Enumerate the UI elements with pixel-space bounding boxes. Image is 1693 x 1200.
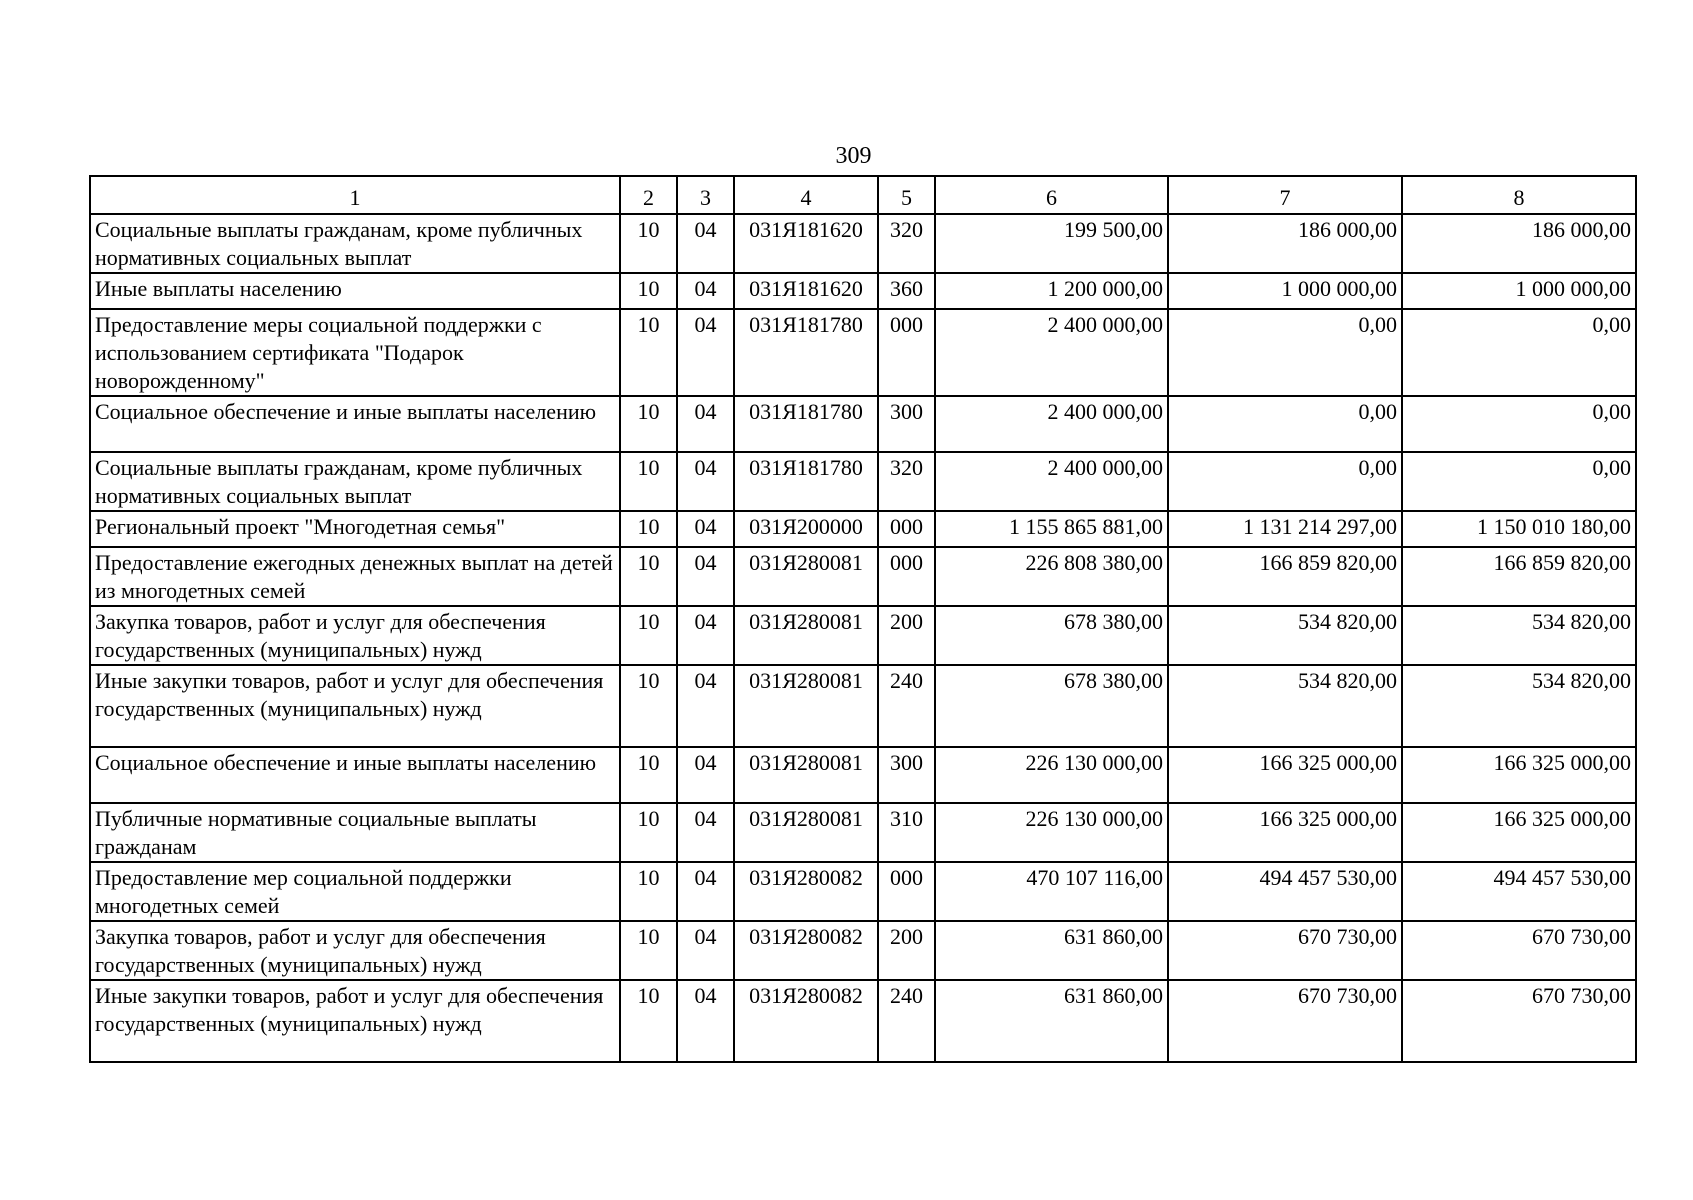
col-header-7: 7 xyxy=(1168,176,1402,214)
row-subsection: 04 xyxy=(677,862,734,921)
col-header-3: 3 xyxy=(677,176,734,214)
row-amount-1: 1 200 000,00 xyxy=(935,273,1168,309)
row-section: 10 xyxy=(620,309,677,396)
row-amount-1: 1 155 865 881,00 xyxy=(935,511,1168,547)
row-amount-3: 0,00 xyxy=(1402,396,1636,452)
row-section: 10 xyxy=(620,547,677,606)
table-row xyxy=(90,862,1636,921)
row-expense-type: 300 xyxy=(878,747,935,803)
row-name: Социальные выплаты гражданам, кроме публичных нормативных социальных выплат xyxy=(90,214,620,273)
row-amount-1: 2 400 000,00 xyxy=(935,309,1168,396)
row-target-code: 031Я181620 xyxy=(734,273,878,309)
table-row xyxy=(90,309,1636,396)
row-subsection: 04 xyxy=(677,396,734,452)
row-amount-3: 0,00 xyxy=(1402,452,1636,511)
row-amount-2: 670 730,00 xyxy=(1168,980,1402,1062)
row-expense-type: 300 xyxy=(878,396,935,452)
row-name: Социальное обеспечение и иные выплаты населению xyxy=(90,396,620,452)
row-amount-2: 166 325 000,00 xyxy=(1168,803,1402,862)
row-target-code: 031Я280082 xyxy=(734,980,878,1062)
row-amount-3: 670 730,00 xyxy=(1402,921,1636,980)
row-target-code: 031Я200000 xyxy=(734,511,878,547)
row-subsection: 04 xyxy=(677,921,734,980)
row-amount-1: 199 500,00 xyxy=(935,214,1168,273)
col-header-6: 6 xyxy=(935,176,1168,214)
table-row xyxy=(90,606,1636,665)
col-header-2: 2 xyxy=(620,176,677,214)
row-amount-3: 1 150 010 180,00 xyxy=(1402,511,1636,547)
row-target-code: 031Я280081 xyxy=(734,665,878,747)
col-header-1: 1 xyxy=(90,176,620,214)
row-amount-1: 631 860,00 xyxy=(935,980,1168,1062)
row-expense-type: 200 xyxy=(878,606,935,665)
row-amount-2: 0,00 xyxy=(1168,396,1402,452)
row-target-code: 031Я181780 xyxy=(734,396,878,452)
row-amount-2: 166 859 820,00 xyxy=(1168,547,1402,606)
row-name: Публичные нормативные социальные выплаты гражданам xyxy=(90,803,620,862)
row-target-code: 031Я280082 xyxy=(734,921,878,980)
row-amount-3: 1 000 000,00 xyxy=(1402,273,1636,309)
budget-table xyxy=(89,175,1637,1063)
table-row xyxy=(90,803,1636,862)
row-name: Закупка товаров, работ и услуг для обеспечения государственных (муниципальных) нужд xyxy=(90,921,620,980)
row-section: 10 xyxy=(620,606,677,665)
row-name: Иные выплаты населению xyxy=(90,273,620,309)
row-amount-1: 470 107 116,00 xyxy=(935,862,1168,921)
row-amount-2: 0,00 xyxy=(1168,452,1402,511)
table-row xyxy=(90,396,1636,452)
row-section: 10 xyxy=(620,980,677,1062)
row-subsection: 04 xyxy=(677,452,734,511)
row-subsection: 04 xyxy=(677,511,734,547)
row-amount-3: 534 820,00 xyxy=(1402,665,1636,747)
row-target-code: 031Я181620 xyxy=(734,214,878,273)
row-subsection: 04 xyxy=(677,803,734,862)
row-section: 10 xyxy=(620,511,677,547)
row-amount-2: 0,00 xyxy=(1168,309,1402,396)
row-name: Иные закупки товаров, работ и услуг для обеспечения государственных (муниципальных) нужд xyxy=(90,665,620,747)
header-row xyxy=(90,176,1636,214)
table-row xyxy=(90,665,1636,747)
row-amount-3: 0,00 xyxy=(1402,309,1636,396)
row-name: Региональный проект "Многодетная семья" xyxy=(90,511,620,547)
row-amount-3: 494 457 530,00 xyxy=(1402,862,1636,921)
row-section: 10 xyxy=(620,665,677,747)
table-row xyxy=(90,452,1636,511)
col-header-4: 4 xyxy=(734,176,878,214)
table-row xyxy=(90,921,1636,980)
row-amount-1: 678 380,00 xyxy=(935,665,1168,747)
row-target-code: 031Я280081 xyxy=(734,547,878,606)
row-expense-type: 320 xyxy=(878,214,935,273)
row-expense-type: 200 xyxy=(878,921,935,980)
row-amount-1: 226 808 380,00 xyxy=(935,547,1168,606)
row-amount-1: 2 400 000,00 xyxy=(935,396,1168,452)
row-name: Предоставление мер социальной поддержки многодетных семей xyxy=(90,862,620,921)
row-amount-1: 226 130 000,00 xyxy=(935,803,1168,862)
row-subsection: 04 xyxy=(677,214,734,273)
row-amount-2: 494 457 530,00 xyxy=(1168,862,1402,921)
row-target-code: 031Я280081 xyxy=(734,803,878,862)
row-amount-1: 678 380,00 xyxy=(935,606,1168,665)
row-expense-type: 310 xyxy=(878,803,935,862)
row-section: 10 xyxy=(620,862,677,921)
row-expense-type: 360 xyxy=(878,273,935,309)
row-target-code: 031Я181780 xyxy=(734,309,878,396)
table-row xyxy=(90,980,1636,1062)
row-expense-type: 000 xyxy=(878,511,935,547)
row-subsection: 04 xyxy=(677,747,734,803)
row-target-code: 031Я181780 xyxy=(734,452,878,511)
row-subsection: 04 xyxy=(677,665,734,747)
row-expense-type: 000 xyxy=(878,547,935,606)
row-section: 10 xyxy=(620,803,677,862)
row-target-code: 031Я280081 xyxy=(734,747,878,803)
row-amount-2: 166 325 000,00 xyxy=(1168,747,1402,803)
row-amount-3: 670 730,00 xyxy=(1402,980,1636,1062)
row-section: 10 xyxy=(620,214,677,273)
row-section: 10 xyxy=(620,921,677,980)
row-subsection: 04 xyxy=(677,309,734,396)
row-name: Предоставление меры социальной поддержки с использованием сертификата "Подарок новорожденному" xyxy=(90,309,620,396)
row-amount-1: 226 130 000,00 xyxy=(935,747,1168,803)
table-row xyxy=(90,547,1636,606)
row-amount-2: 1 000 000,00 xyxy=(1168,273,1402,309)
row-expense-type: 320 xyxy=(878,452,935,511)
row-section: 10 xyxy=(620,273,677,309)
row-section: 10 xyxy=(620,747,677,803)
row-subsection: 04 xyxy=(677,606,734,665)
row-amount-3: 166 325 000,00 xyxy=(1402,747,1636,803)
row-subsection: 04 xyxy=(677,980,734,1062)
row-amount-2: 534 820,00 xyxy=(1168,665,1402,747)
page-number: 309 xyxy=(835,143,872,169)
row-amount-2: 534 820,00 xyxy=(1168,606,1402,665)
row-section: 10 xyxy=(620,396,677,452)
row-amount-2: 186 000,00 xyxy=(1168,214,1402,273)
table-row xyxy=(90,747,1636,803)
row-amount-3: 186 000,00 xyxy=(1402,214,1636,273)
row-subsection: 04 xyxy=(677,273,734,309)
table-row xyxy=(90,511,1636,547)
row-section: 10 xyxy=(620,452,677,511)
row-amount-1: 631 860,00 xyxy=(935,921,1168,980)
row-amount-3: 534 820,00 xyxy=(1402,606,1636,665)
row-amount-2: 670 730,00 xyxy=(1168,921,1402,980)
row-subsection: 04 xyxy=(677,547,734,606)
row-expense-type: 000 xyxy=(878,309,935,396)
row-expense-type: 240 xyxy=(878,665,935,747)
row-target-code: 031Я280082 xyxy=(734,862,878,921)
row-amount-1: 2 400 000,00 xyxy=(935,452,1168,511)
table-row xyxy=(90,273,1636,309)
row-name: Социальное обеспечение и иные выплаты населению xyxy=(90,747,620,803)
row-amount-2: 1 131 214 297,00 xyxy=(1168,511,1402,547)
table-row xyxy=(90,214,1636,273)
col-header-5: 5 xyxy=(878,176,935,214)
row-expense-type: 240 xyxy=(878,980,935,1062)
row-amount-3: 166 859 820,00 xyxy=(1402,547,1636,606)
row-expense-type: 000 xyxy=(878,862,935,921)
row-name: Закупка товаров, работ и услуг для обеспечения государственных (муниципальных) нужд xyxy=(90,606,620,665)
row-name: Иные закупки товаров, работ и услуг для обеспечения государственных (муниципальных) нужд xyxy=(90,980,620,1062)
row-name: Предоставление ежегодных денежных выплат на детей из многодетных семей xyxy=(90,547,620,606)
row-target-code: 031Я280081 xyxy=(734,606,878,665)
col-header-8: 8 xyxy=(1402,176,1636,214)
row-amount-3: 166 325 000,00 xyxy=(1402,803,1636,862)
row-name: Социальные выплаты гражданам, кроме публичных нормативных социальных выплат xyxy=(90,452,620,511)
